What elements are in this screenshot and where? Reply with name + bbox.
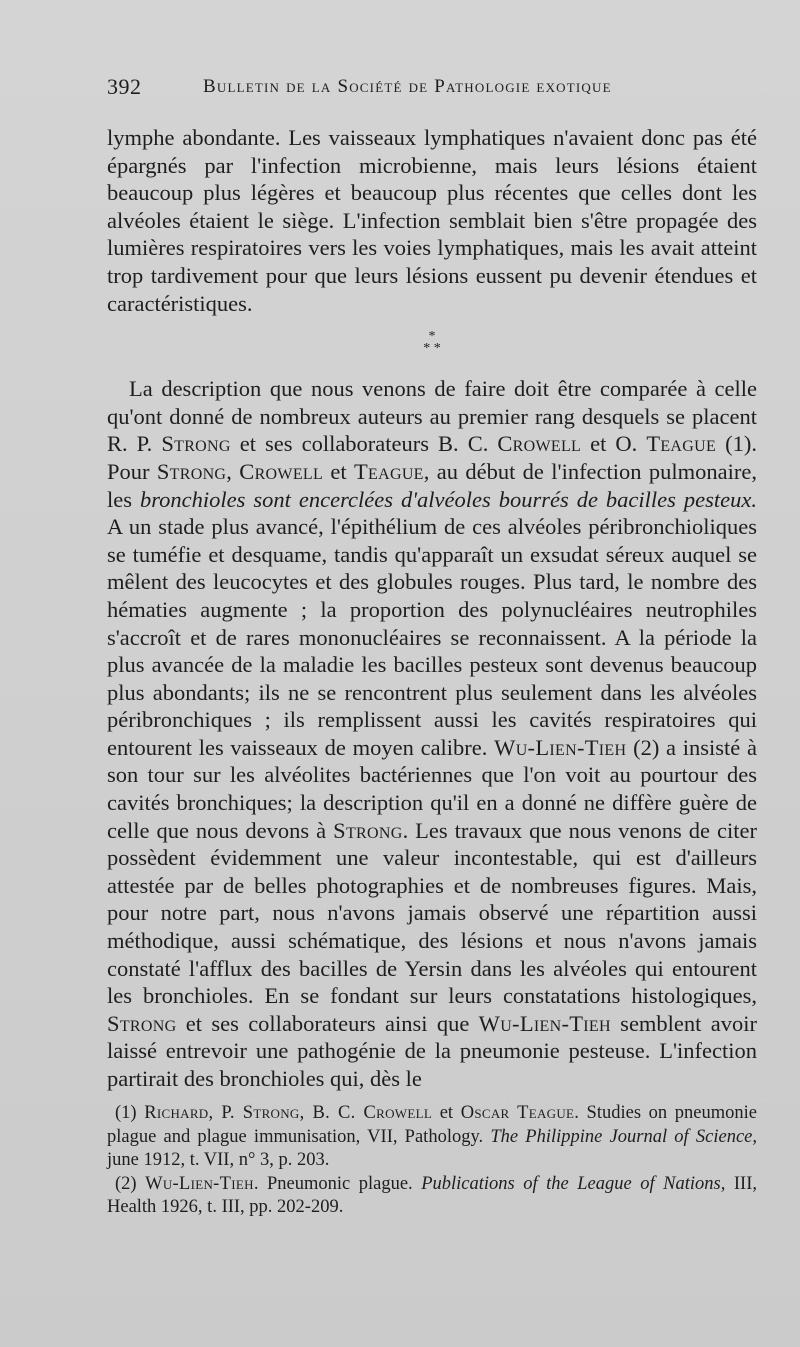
author-name: Wu-Lien-Tieh	[478, 1010, 611, 1036]
text-run: . Les travaux que nous venons de citer possèdent évidemment une valeur incontestable, qui est d'ailleurs attestée par de belles photographies et de nombreuses figures. Mais, pour notre part, nous n'avons jamais observé une répartition aussi méthodique, aussi schématique, des lésions et nous n'avons jamais constaté l'afflux des bacilles de Yersin dans les alvéoles qui entourent les bronchioles. En se fondant sur leurs constatations histologiques,	[107, 817, 757, 1009]
text-run: june 1912, t. VII, n° 3, p. 203.	[107, 1150, 330, 1170]
footnote-authors: Richard, P. Strong, B. C. Crowell	[144, 1103, 433, 1123]
author-name: Wu-Lien-Tieh	[494, 734, 627, 760]
italic-quote: bronchioles sont encerclées d'alvéoles bourrés de bacilles pesteux.	[139, 486, 757, 512]
text-run: (2) a insisté à son tour sur les alvéolites bactériennes que l'on voit au pourtour des cavités bronchiques; la description qu'il en a donné ne diffère guère de celle que nous devons à	[107, 734, 757, 843]
author-name: Teague	[354, 458, 424, 484]
footnote-authors: Oscar Teague	[460, 1103, 575, 1123]
author-name: Crowell	[497, 431, 582, 457]
author-name: Strong	[156, 458, 227, 484]
page-header	[107, 74, 757, 110]
paragraph-description	[107, 375, 757, 1092]
text-run: (1). Pour	[107, 431, 757, 484]
footnote-journal: The Philippine Journal of Science,	[490, 1126, 757, 1147]
body-text	[107, 124, 757, 1093]
text-run: semblent avoir laissé entrevoir une pathogénie de la pneumonie pesteuse. L'infection partirait des bronchioles qui, dès le	[107, 1010, 757, 1091]
author-name: Teague	[646, 431, 717, 457]
text-run: et ses collaborateurs ainsi que	[176, 1010, 479, 1036]
separator-stars-bottom: * *	[423, 341, 441, 357]
running-head: Bulletin de la Société de Pathologie exotique	[203, 76, 612, 97]
footnote-number: (1)	[115, 1103, 145, 1123]
footnote-authors: Wu-Lien-Tieh	[145, 1173, 254, 1194]
author-name: Crowell	[239, 458, 324, 484]
text-run: . Studies on pneumonie plague and plague immunisation, VII, Pathology.	[107, 1103, 757, 1147]
author-name: Strong	[161, 431, 231, 457]
text-run: et ses collaborateurs B. C.	[230, 431, 498, 457]
text-run: et	[323, 458, 354, 484]
paragraph-continued: lymphe abondante. Les vaisseaux lymphatiques n'avaient donc pas été épargnés par l'infection microbienne, mais leurs lésions étaient beaucoup plus légères et beaucoup plus récentes que celles dont les alvéoles étaient le siège. L'infection semblait bien s'être propagée des lumières respiratoires vers les voies lymphatiques, mais les avait atteint trop tardivement pour que leurs lésions eussent pu devenir étendues et caractéristiques.	[107, 125, 757, 316]
text-run: et O.	[581, 431, 647, 457]
separator-star-top: *	[428, 329, 436, 345]
footnote-1	[107, 1102, 757, 1173]
author-name: Strong	[107, 1010, 177, 1036]
text-run: . Pneumonic plague.	[253, 1173, 422, 1194]
page-number: 392	[107, 74, 142, 99]
footnotes	[107, 1102, 757, 1220]
text-run: A un stade plus avancé, l'épithélium de ces alvéoles péribronchioliques se tuméfie et desquame, tandis qu'apparaît un exsudat séreux auquel se mêlent des leucocytes et des globules rouges. Plus tard, le nombre des hématies augmente ; la proportion des polynucléaires neutrophiles s'accroît et de rares mononucléaires se reconnaissent. A la période la plus avancée de la maladie les bacilles pesteux sont devenus beaucoup plus abondants; ils ne se rencontrent plus seulement dans les alvéoles péribronchiques ; ils remplissent aussi les cavités respiratoires qui entourent les vaisseaux de moyen calibre.	[107, 514, 757, 760]
text-run: , au début de l'infection pulmonaire, les	[107, 458, 757, 512]
text-run: III, Health 1926, t. III, pp. 202-209.	[107, 1173, 758, 1217]
footnote-2	[107, 1173, 757, 1220]
footnote-number: (2)	[115, 1173, 146, 1194]
section-separator	[107, 331, 757, 355]
text-run: et	[432, 1103, 461, 1123]
text-run: ,	[226, 458, 240, 484]
author-name: Strong	[333, 817, 403, 843]
footnote-journal: Publications of the League of Nations,	[421, 1173, 726, 1194]
text-run: La description que nous venons de faire doit être comparée à celle qu'ont donné de nombreux auteurs au premier rang desquels se placent R. P.	[107, 376, 757, 457]
